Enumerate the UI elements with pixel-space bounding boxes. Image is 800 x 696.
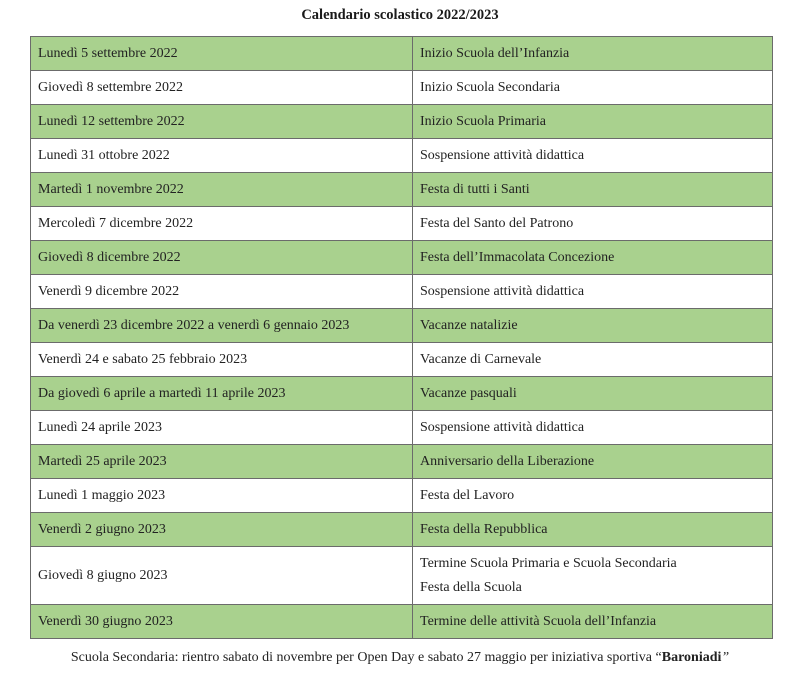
event-cell: Festa della Repubblica xyxy=(413,513,773,547)
date-cell: Venerdì 2 giugno 2023 xyxy=(31,513,413,547)
table-row xyxy=(31,241,773,275)
footer-text: Scuola Secondaria: rientro sabato di novembre per Open Day e sabato 27 maggio per iniziativa sportiva “ xyxy=(70,650,662,665)
event-cell: Sospensione attività didattica xyxy=(413,139,773,173)
date-cell: Venerdì 24 e sabato 25 febbraio 2023 xyxy=(31,343,413,377)
date-cell: Lunedì 5 settembre 2022 xyxy=(31,37,413,71)
calendar-table xyxy=(30,36,773,639)
table-row xyxy=(31,513,773,547)
footer-close-quote: ” xyxy=(721,650,730,665)
event-cell: Termine delle attività Scuola dell’Infanzia xyxy=(413,605,773,639)
event-cell: Festa del Lavoro xyxy=(413,479,773,513)
event-cell: Festa del Santo del Patrono xyxy=(413,207,773,241)
event-cell: Festa di tutti i Santi xyxy=(413,173,773,207)
date-cell: Da giovedì 6 aprile a martedì 11 aprile 2023 xyxy=(31,377,413,411)
event-cell: Sospensione attività didattica xyxy=(413,275,773,309)
date-cell: Venerdì 30 giugno 2023 xyxy=(31,605,413,639)
table-row xyxy=(31,207,773,241)
event-cell: Inizio Scuola Primaria xyxy=(413,105,773,139)
table-row xyxy=(31,377,773,411)
table-row xyxy=(31,275,773,309)
event-line: Termine Scuola Primaria e Scuola Secondaria xyxy=(420,555,677,571)
date-cell: Lunedì 31 ottobre 2022 xyxy=(31,139,413,173)
table-row xyxy=(31,37,773,71)
date-cell: Martedì 25 aprile 2023 xyxy=(31,445,413,479)
event-cell: Vacanze natalizie xyxy=(413,309,773,343)
table-row xyxy=(31,343,773,377)
table-row xyxy=(31,411,773,445)
event-cell: Vacanze di Carnevale xyxy=(413,343,773,377)
date-cell: Lunedì 24 aprile 2023 xyxy=(31,411,413,445)
page-title: Calendario scolastico 2022/2023 xyxy=(301,7,499,23)
event-cell: Inizio Scuola dell’Infanzia xyxy=(413,37,773,71)
table-row xyxy=(31,479,773,513)
date-cell: Giovedì 8 dicembre 2022 xyxy=(31,241,413,275)
table-row xyxy=(31,309,773,343)
event-cell: Vacanze pasquali xyxy=(413,377,773,411)
footer-note xyxy=(0,650,800,666)
date-cell: Da venerdì 23 dicembre 2022 a venerdì 6 gennaio 2023 xyxy=(31,309,413,343)
date-cell: Giovedì 8 settembre 2022 xyxy=(31,71,413,105)
event-cell: Anniversario della Liberazione xyxy=(413,445,773,479)
date-cell: Lunedì 1 maggio 2023 xyxy=(31,479,413,513)
table-row xyxy=(31,547,773,605)
event-cell: Inizio Scuola Secondaria xyxy=(413,71,773,105)
footer-highlight: Baroniadi xyxy=(661,650,722,665)
date-cell: Martedì 1 novembre 2022 xyxy=(31,173,413,207)
table-row xyxy=(31,71,773,105)
table-row xyxy=(31,173,773,207)
table-row xyxy=(31,605,773,639)
table-row xyxy=(31,445,773,479)
event-cell: Festa dell’Immacolata Concezione xyxy=(413,241,773,275)
event-cell: Sospensione attività didattica xyxy=(413,411,773,445)
date-cell: Lunedì 12 settembre 2022 xyxy=(31,105,413,139)
event-cell xyxy=(413,547,773,605)
date-cell: Venerdì 9 dicembre 2022 xyxy=(31,275,413,309)
table-row xyxy=(31,105,773,139)
table-row xyxy=(31,139,773,173)
date-cell: Giovedì 8 giugno 2023 xyxy=(31,547,413,605)
event-line: Festa della Scuola xyxy=(420,579,522,595)
date-cell: Mercoledì 7 dicembre 2022 xyxy=(31,207,413,241)
